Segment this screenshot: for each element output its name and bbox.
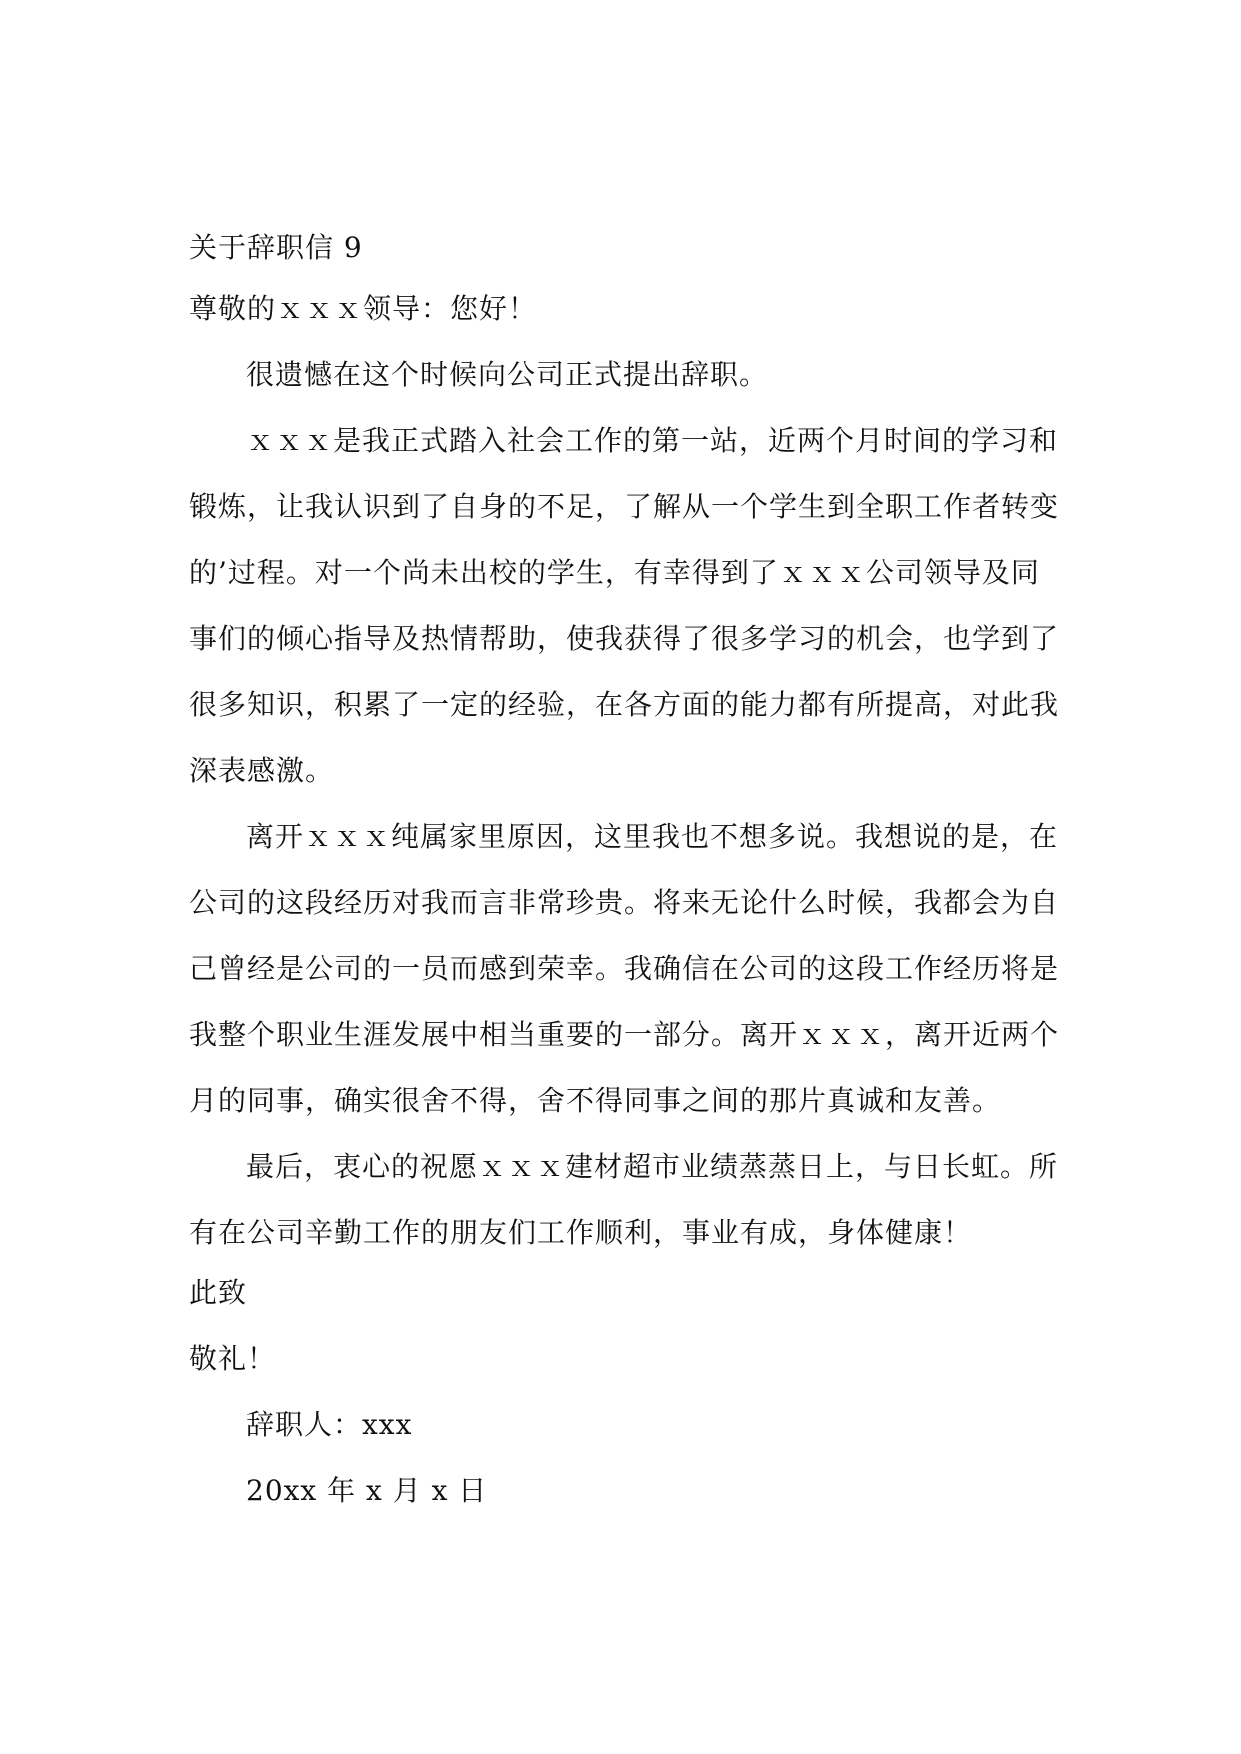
- body-line: 深表感激。: [189, 754, 335, 787]
- body-line: 锻炼，让我认识到了自身的不足，了解从一个学生到全职工作者转变: [189, 490, 1060, 523]
- body-line: 有在公司辛勤工作的朋友们工作顺利，事业有成，身体健康！: [189, 1216, 973, 1249]
- salutation: 尊敬的ｘｘｘ领导：您好！: [189, 292, 538, 325]
- body-line: 最后，衷心的祝愿ｘｘｘ建材超市业绩蒸蒸日上，与日长虹。所: [246, 1150, 1059, 1183]
- body-line: 事们的倾心指导及热情帮助，使我获得了很多学习的机会，也学到了: [189, 622, 1060, 655]
- closing-line: 敬礼！: [189, 1342, 277, 1375]
- body-line: 离开ｘｘｘ纯属家里原因，这里我也不想多说。我想说的是，在: [246, 820, 1059, 853]
- document-title: 关于辞职信 9: [189, 231, 363, 264]
- body-line: 月的同事，确实很舍不得，舍不得同事之间的那片真诚和友善。: [189, 1084, 1002, 1117]
- body-line: 己曾经是公司的一员而感到荣幸。我确信在公司的这段工作经历将是: [189, 952, 1060, 985]
- body-line: 公司的这段经历对我而言非常珍贵。将来无论什么时候，我都会为自: [189, 886, 1060, 919]
- body-line: 很多知识，积累了一定的经验，在各方面的能力都有所提高，对此我: [189, 688, 1060, 721]
- body-line: 很遗憾在这个时候向公司正式提出辞职。: [246, 358, 769, 391]
- closing-line: 此致: [189, 1276, 248, 1309]
- date-line: 20xx 年 x 月 x 日: [246, 1474, 488, 1507]
- body-line: 的’过程。对一个尚未出校的学生，有幸得到了ｘｘｘ公司领导及同: [189, 556, 1040, 589]
- body-line: ｘｘｘ是我正式踏入社会工作的第一站，近两个月时间的学习和: [246, 424, 1059, 457]
- body-line: 我整个职业生涯发展中相当重要的一部分。离开ｘｘｘ，离开近两个: [189, 1018, 1060, 1051]
- signer-line: 辞职人：xxx: [246, 1408, 413, 1441]
